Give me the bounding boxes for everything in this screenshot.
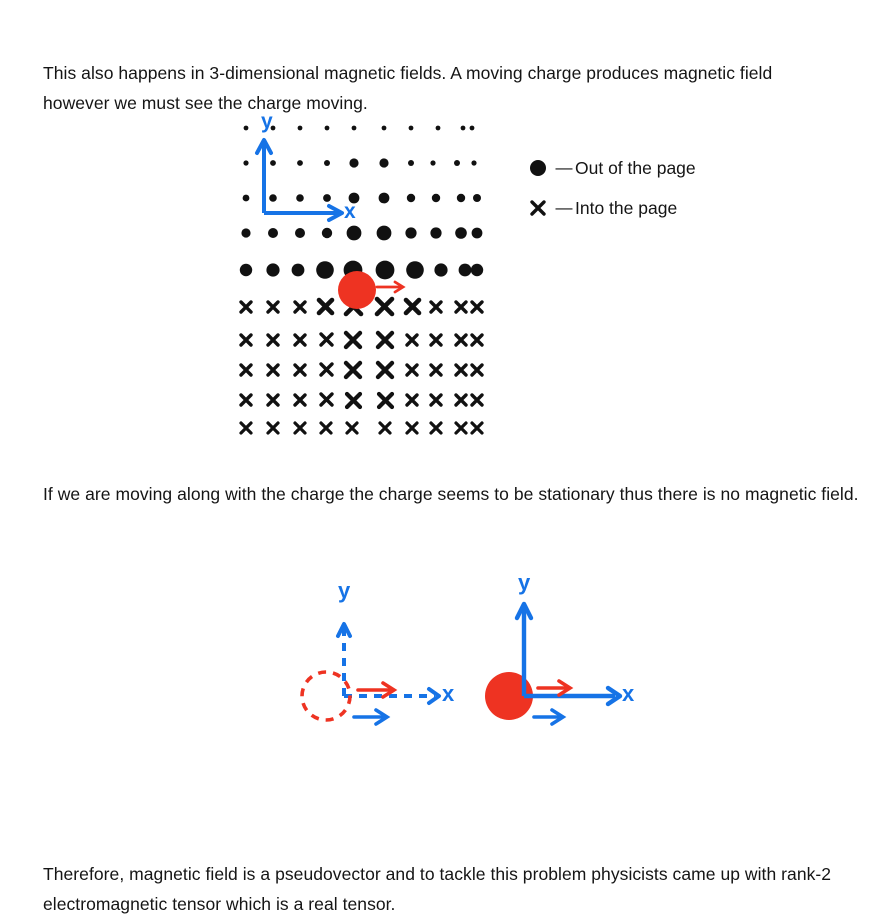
cross-icon: [523, 199, 553, 217]
paragraph-intro: This also happens in 3-dimensional magnetic fields. A moving charge produces magnetic field however we must see the charge moving.: [43, 62, 773, 113]
field-diagram-canvas: [225, 105, 495, 445]
dot-icon: [523, 160, 553, 176]
legend-item-out-of-page: [523, 155, 696, 181]
moving-frame-canvas: [296, 578, 486, 753]
field-axes: [257, 140, 342, 220]
frame-velocity-arrow: [534, 710, 563, 724]
into-page-cross-grid: [241, 299, 482, 433]
rest-frame-canvas: [476, 578, 666, 753]
charge-velocity-arrow: [538, 681, 570, 695]
rest-frame-y-label: y: [518, 570, 531, 595]
moving-frame-y-label: y: [338, 578, 351, 603]
field-y-axis-label: y: [261, 110, 273, 133]
rest-frame-diagram: [476, 570, 666, 753]
moving-charge: [338, 271, 376, 309]
legend-label-into-page: Into the page: [575, 197, 678, 218]
rest-frame-x-label: x: [622, 681, 635, 706]
legend-label-out-of-page: Out of the page: [575, 157, 696, 178]
moving-frame-x-label: x: [442, 681, 455, 706]
legend-dash-0: —: [555, 158, 573, 177]
field-x-axis-label: x: [344, 200, 356, 223]
legend-item-into-page: [523, 195, 677, 221]
paragraph-final: Therefore, magnetic field is a pseudovector and to tackle this problem physicists came up with rank-2 electromagnetic tensor which is a real tensor.: [43, 863, 832, 914]
paragraph-middle: If we are moving along with the charge the charge seems to be stationary thus there is no magnetic field.: [43, 483, 859, 504]
velocity-arrow: [377, 282, 403, 292]
moving-frame-diagram: [296, 578, 486, 753]
legend-dash-1: —: [555, 198, 573, 217]
magnetic-field-diagram: [225, 105, 495, 445]
frame-velocity-arrow: [354, 710, 387, 724]
out-of-page-dot-grid: [240, 126, 483, 280]
